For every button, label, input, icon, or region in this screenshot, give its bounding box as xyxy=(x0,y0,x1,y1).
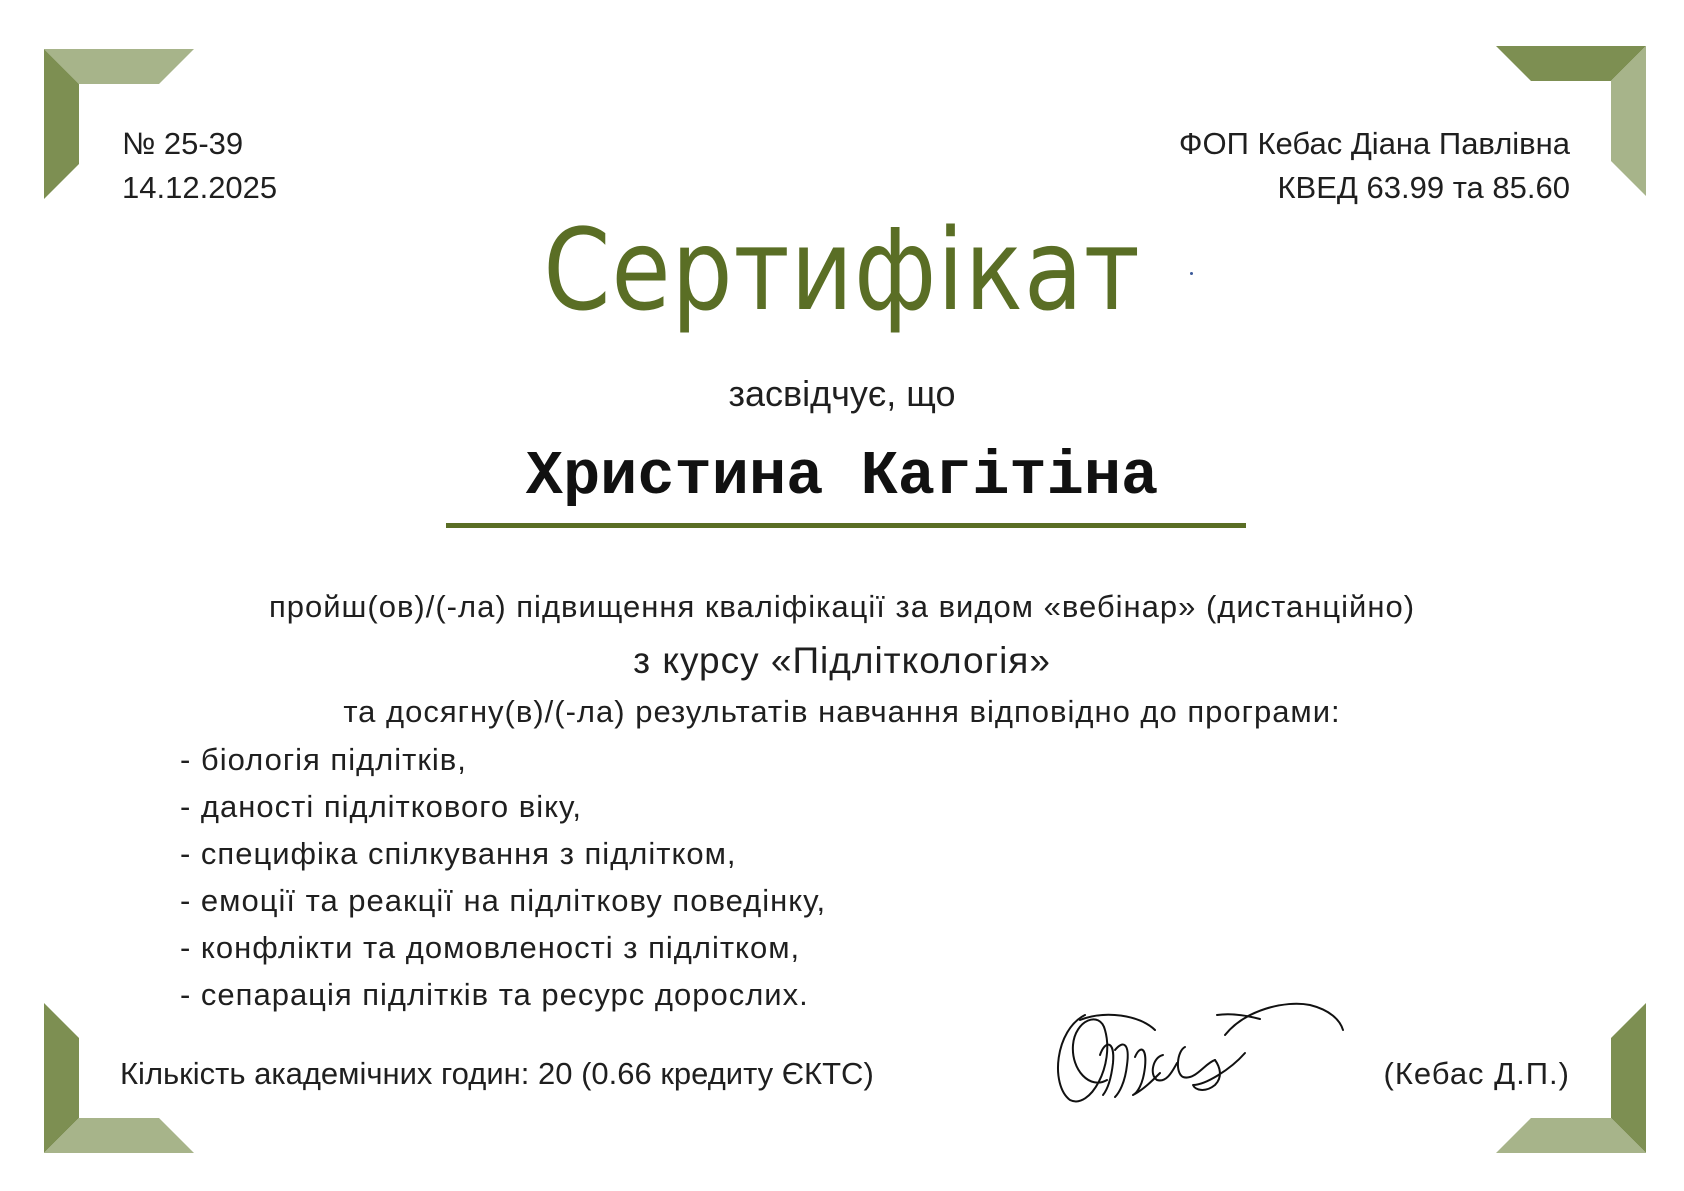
certificate-meta-left xyxy=(122,122,277,210)
achieved-text: та досягну(в)/(-ла) результатів навчання відповідно до програми: xyxy=(343,694,1341,729)
issuer-block xyxy=(1179,122,1570,210)
certificate-title: Сертифікат xyxy=(543,206,1141,336)
certificate-date: 14.12.2025 xyxy=(122,170,278,205)
academic-hours: Кількість академічних годин: 20 (0.66 кредиту ЄКТС) xyxy=(120,1056,874,1091)
topic-item: - біологія підлітків, xyxy=(180,742,467,777)
topic-item: - конфлікти та домовленості з підлітком, xyxy=(180,930,801,965)
topics-list xyxy=(180,740,826,1022)
issuer-name: ФОП Кебас Діана Павлівна xyxy=(1178,126,1570,161)
course-name: з курсу «Підліткологія» xyxy=(633,640,1051,681)
certifies-text: засвідчує, що xyxy=(728,373,956,414)
topic-item: - даності підліткового віку, xyxy=(180,789,583,824)
recipient-name: Христина Кагітіна xyxy=(525,441,1159,512)
topic-item: - специфіка спілкування з підлітком, xyxy=(180,836,737,871)
signature xyxy=(1045,985,1345,1115)
topic-item: - сепарація підлітків та ресурс дорослих. xyxy=(180,977,809,1012)
name-underline xyxy=(446,523,1246,528)
completion-text: пройш(ов)/(-ла) підвищення кваліфікації за видом «вебінар» (дистанційно) xyxy=(268,589,1416,624)
topic-item: - емоції та реакції на підліткову поведінку, xyxy=(180,883,827,918)
issuer-kved: КВЕД 63.99 та 85.60 xyxy=(1277,170,1570,205)
signer-name: (Кебас Д.П.) xyxy=(1383,1056,1570,1091)
certificate-number: № 25-39 xyxy=(122,126,244,161)
